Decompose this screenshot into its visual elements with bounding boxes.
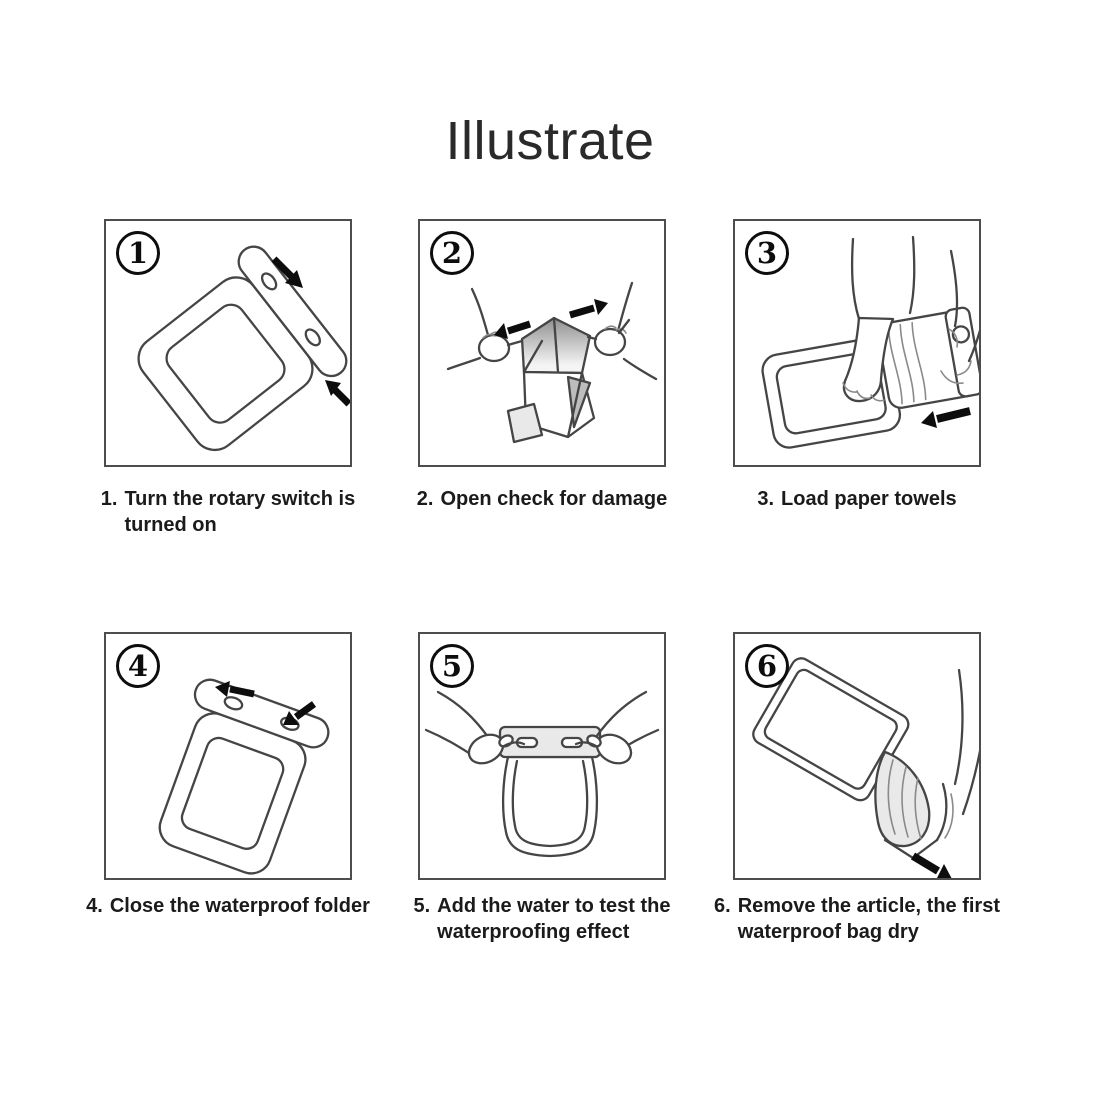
caption-line: Add the water to test the [437, 895, 671, 917]
caption-line: turned on [124, 514, 217, 536]
step-1-number-badge [116, 231, 160, 275]
caption-number: 3. [757, 488, 775, 510]
rolled-band-drawing [875, 752, 929, 846]
step-number: 5 [441, 649, 463, 683]
step-number: 4 [127, 649, 149, 683]
remove-arrow-icon [913, 856, 952, 878]
step-3-panel [733, 219, 981, 467]
caption-number: 1. [100, 488, 118, 510]
caption-number: 2. [416, 488, 434, 510]
waterproof-pouch-drawing [122, 241, 350, 465]
step-5-caption [362, 893, 722, 945]
caption-line: Remove the article, the first [737, 895, 1000, 917]
caption-line: waterproofing effect [437, 921, 630, 943]
load-arrow-icon [921, 411, 970, 428]
step-3-number-badge [745, 231, 789, 275]
step-4-caption [48, 893, 408, 919]
caption-line: Open check for damage [440, 488, 668, 510]
step-2-panel [418, 219, 666, 467]
step-6-caption [677, 893, 1037, 945]
step-5-number-badge [430, 644, 474, 688]
step-2-caption [362, 486, 722, 512]
caption-number: 5. [413, 895, 431, 917]
bag-front-drawing [500, 727, 600, 856]
page-title: Illustrate [445, 111, 655, 172]
step-5-panel [418, 632, 666, 880]
step-1-caption [48, 486, 408, 538]
open-bag-drawing [508, 318, 594, 442]
step-number: 2 [441, 236, 463, 270]
step-4-number-badge [116, 644, 160, 688]
caption-line: Load paper towels [781, 488, 957, 510]
step-number: 3 [756, 236, 778, 270]
rotate-arrow-icon [325, 380, 349, 404]
step-4-panel [104, 632, 352, 880]
step-6-panel [733, 632, 981, 880]
right-hand-drawing [588, 320, 629, 355]
step-1-panel [104, 219, 352, 467]
caption-line: waterproof bag dry [737, 921, 919, 943]
step-number: 1 [127, 236, 149, 270]
caption-line: Turn the rotary switch is [124, 488, 356, 510]
caption-line: Close the waterproof folder [109, 895, 370, 917]
waterproof-pouch-drawing [143, 675, 333, 878]
step-6-number-badge [745, 644, 789, 688]
caption-number: 6. [714, 895, 731, 917]
step-2-number-badge [430, 231, 474, 275]
step-number: 6 [756, 649, 778, 683]
caption-number: 4. [86, 895, 103, 917]
pull-right-arrow-icon [570, 299, 608, 315]
step-3-caption [677, 486, 1037, 512]
